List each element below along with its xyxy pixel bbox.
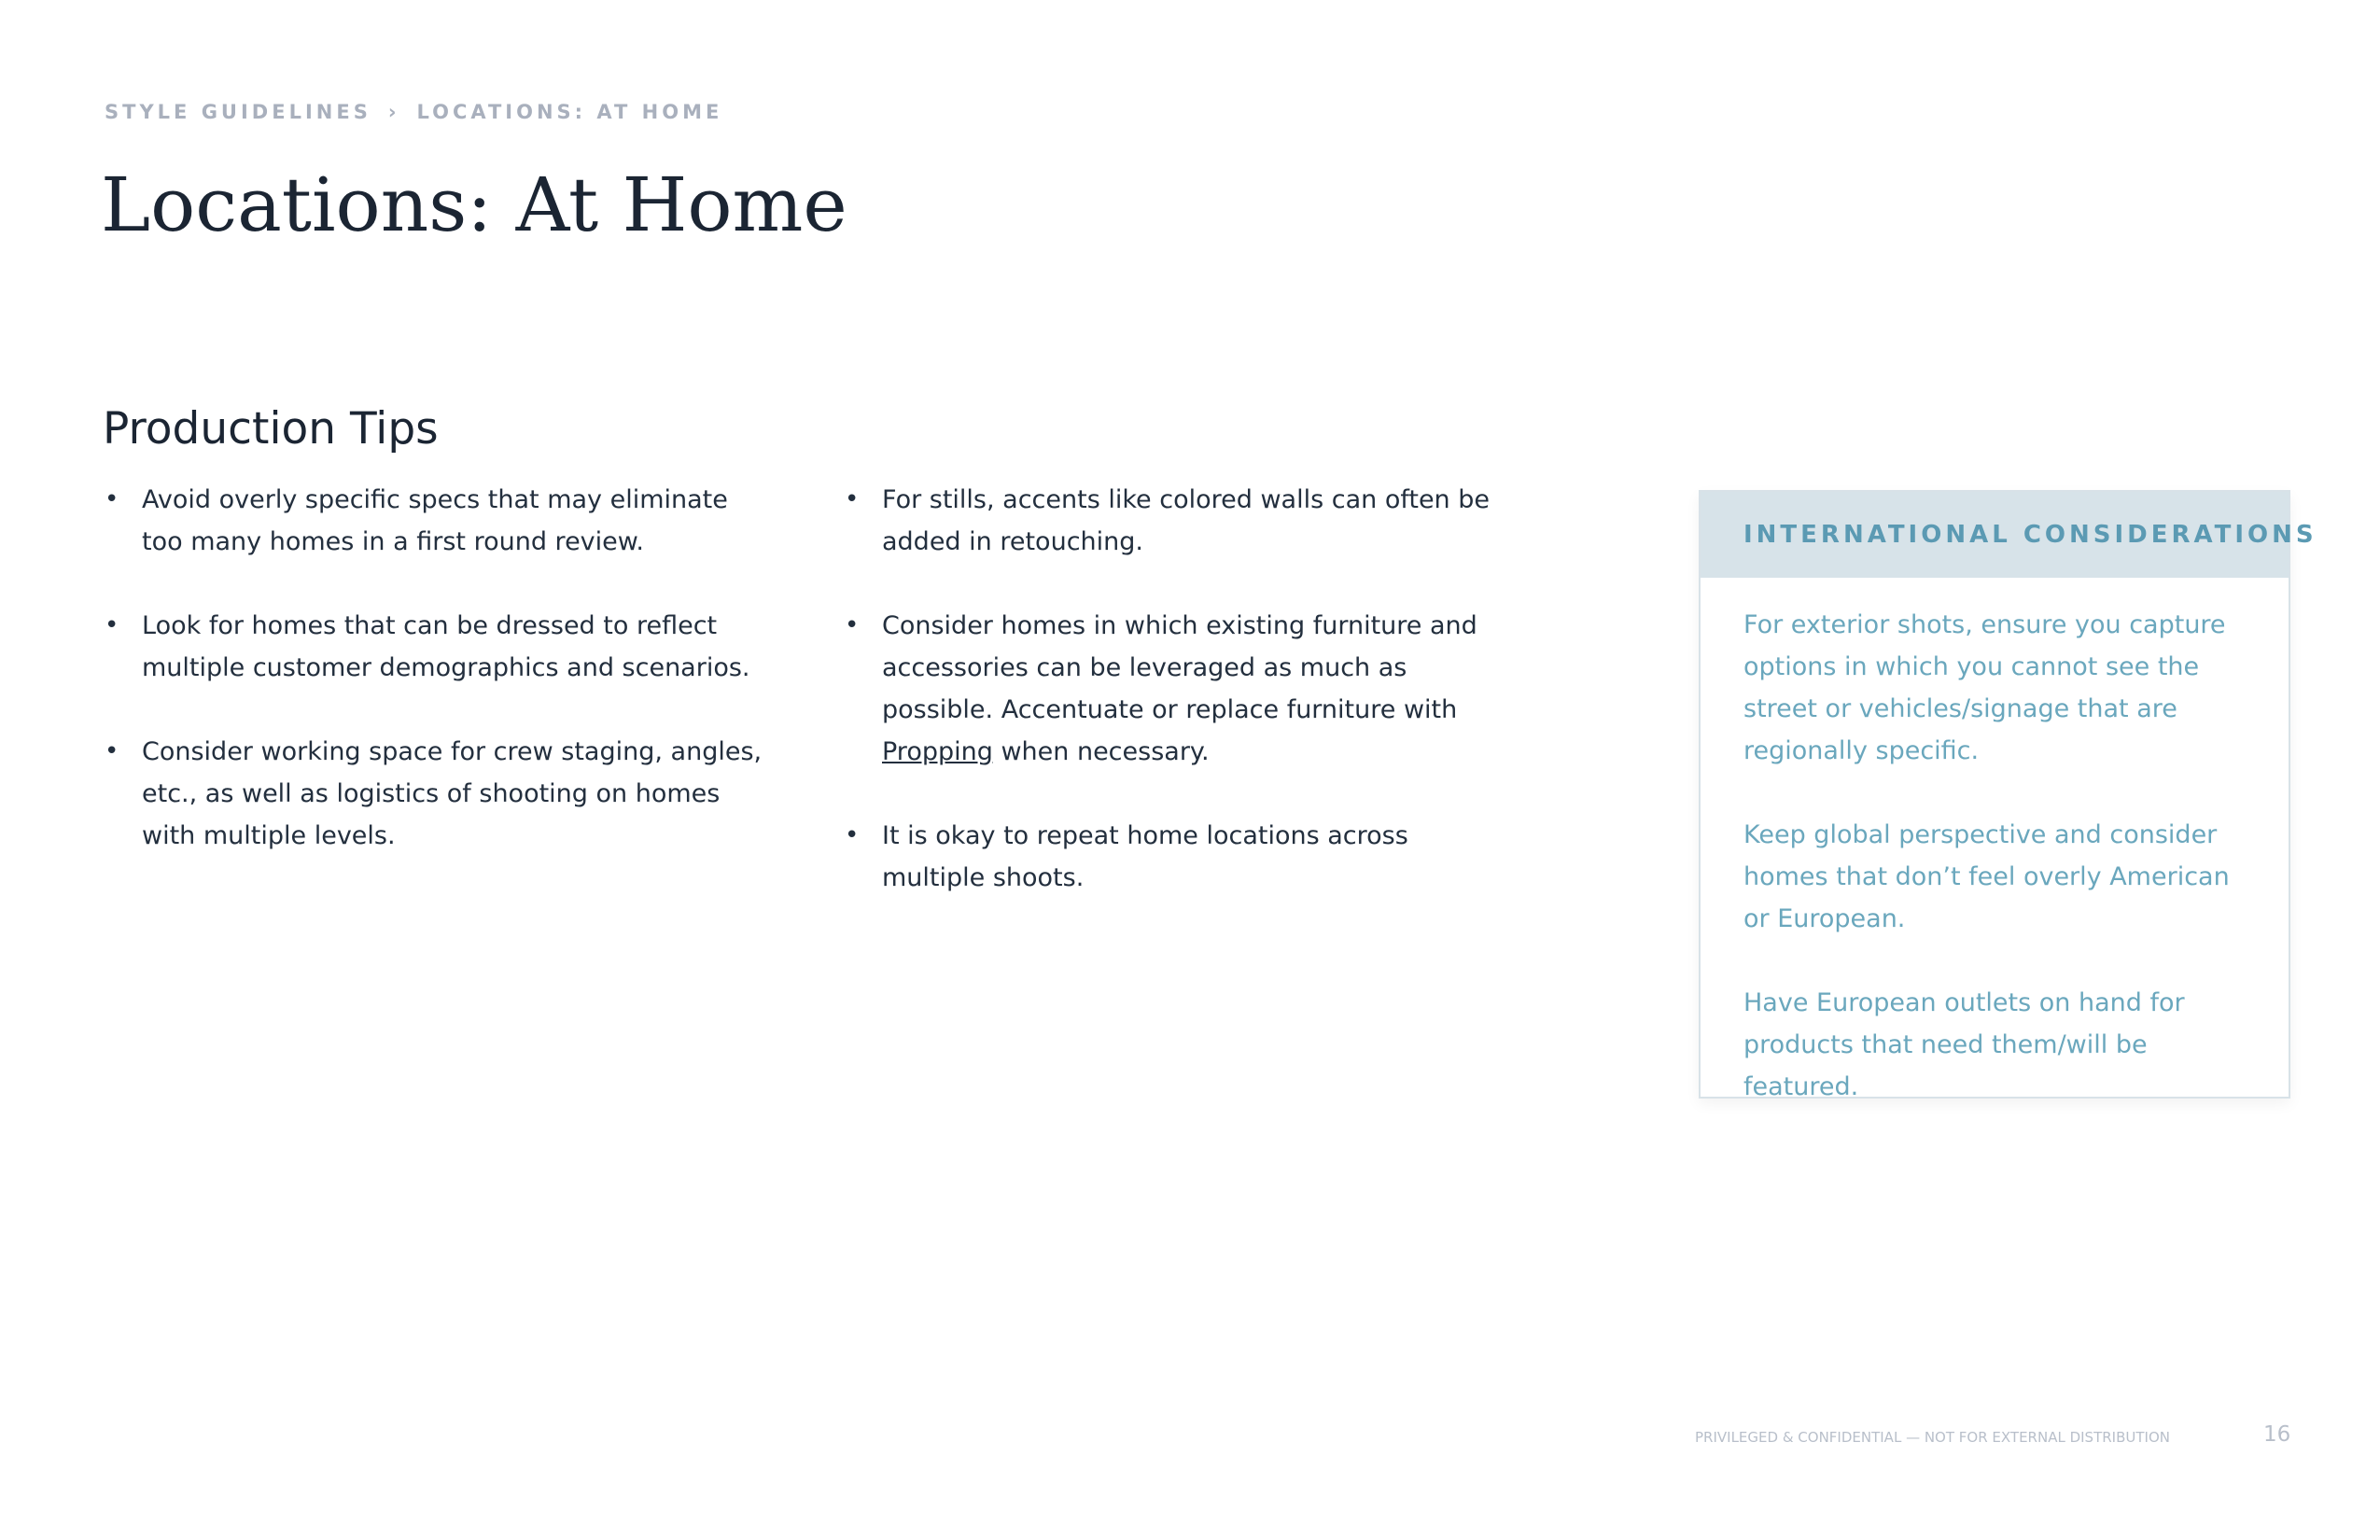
callout-paragraph: Keep global perspective and consider homes that don’t feel overly American or European. <box>1743 820 2230 933</box>
list-item <box>843 479 1515 563</box>
callout-body <box>1701 578 2289 1108</box>
page-title: Locations: At Home <box>101 161 847 248</box>
bullet-icon: • <box>845 485 860 513</box>
tip-text: Look for homes that can be dressed to reflect multiple customer demographics and scenarios. <box>142 611 750 682</box>
bullet-icon: • <box>105 737 119 765</box>
page-number: 16 <box>2263 1422 2291 1447</box>
section-heading-production-tips: Production Tips <box>103 403 439 455</box>
bullet-icon: • <box>845 611 860 639</box>
tips-list-left <box>103 479 775 899</box>
tips-list-right <box>843 479 1515 941</box>
bullet-icon: • <box>845 821 860 849</box>
list-item <box>103 479 775 563</box>
propping-link[interactable]: Propping <box>882 737 993 766</box>
callout-paragraph: Have European outlets on hand for products that need them/will be featured. <box>1743 988 2185 1101</box>
tip-text: Avoid overly specific specs that may eliminate too many homes in a first round review. <box>142 485 728 556</box>
breadcrumb <box>105 101 722 123</box>
callout-heading: INTERNATIONAL CONSIDERATIONS <box>1701 492 2289 578</box>
bullet-icon: • <box>105 611 119 639</box>
list-item <box>843 815 1515 899</box>
list-item <box>103 731 775 857</box>
callout-paragraph: For exterior shots, ensure you capture options in which you cannot see the street or vehicles/signage that are regionally specific. <box>1743 610 2226 765</box>
tip-text-before-link: Consider homes in which existing furniture and accessories can be leveraged as much as possible. Accentuate or replace furniture with <box>882 611 1477 724</box>
international-considerations-callout <box>1699 490 2317 1101</box>
tip-text <box>882 611 1477 766</box>
tip-text: It is okay to repeat home locations across multiple shoots. <box>882 821 1408 892</box>
bullet-icon: • <box>105 485 119 513</box>
tip-text: For stills, accents like colored walls can often be added in retouching. <box>882 485 1491 556</box>
breadcrumb-current: LOCATIONS: AT HOME <box>416 101 723 123</box>
confidentiality-notice: PRIVILEGED & CONFIDENTIAL — NOT FOR EXTERNAL DISTRIBUTION <box>1695 1429 2170 1446</box>
list-item <box>103 605 775 689</box>
tip-text: Consider working space for crew staging, angles, etc., as well as logistics of shooting on homes with multiple levels. <box>142 737 763 850</box>
list-item <box>843 605 1515 773</box>
tip-text-after-link: when necessary. <box>992 737 1210 766</box>
breadcrumb-separator-icon: › <box>387 101 400 123</box>
breadcrumb-parent[interactable]: STYLE GUIDELINES <box>105 101 371 123</box>
